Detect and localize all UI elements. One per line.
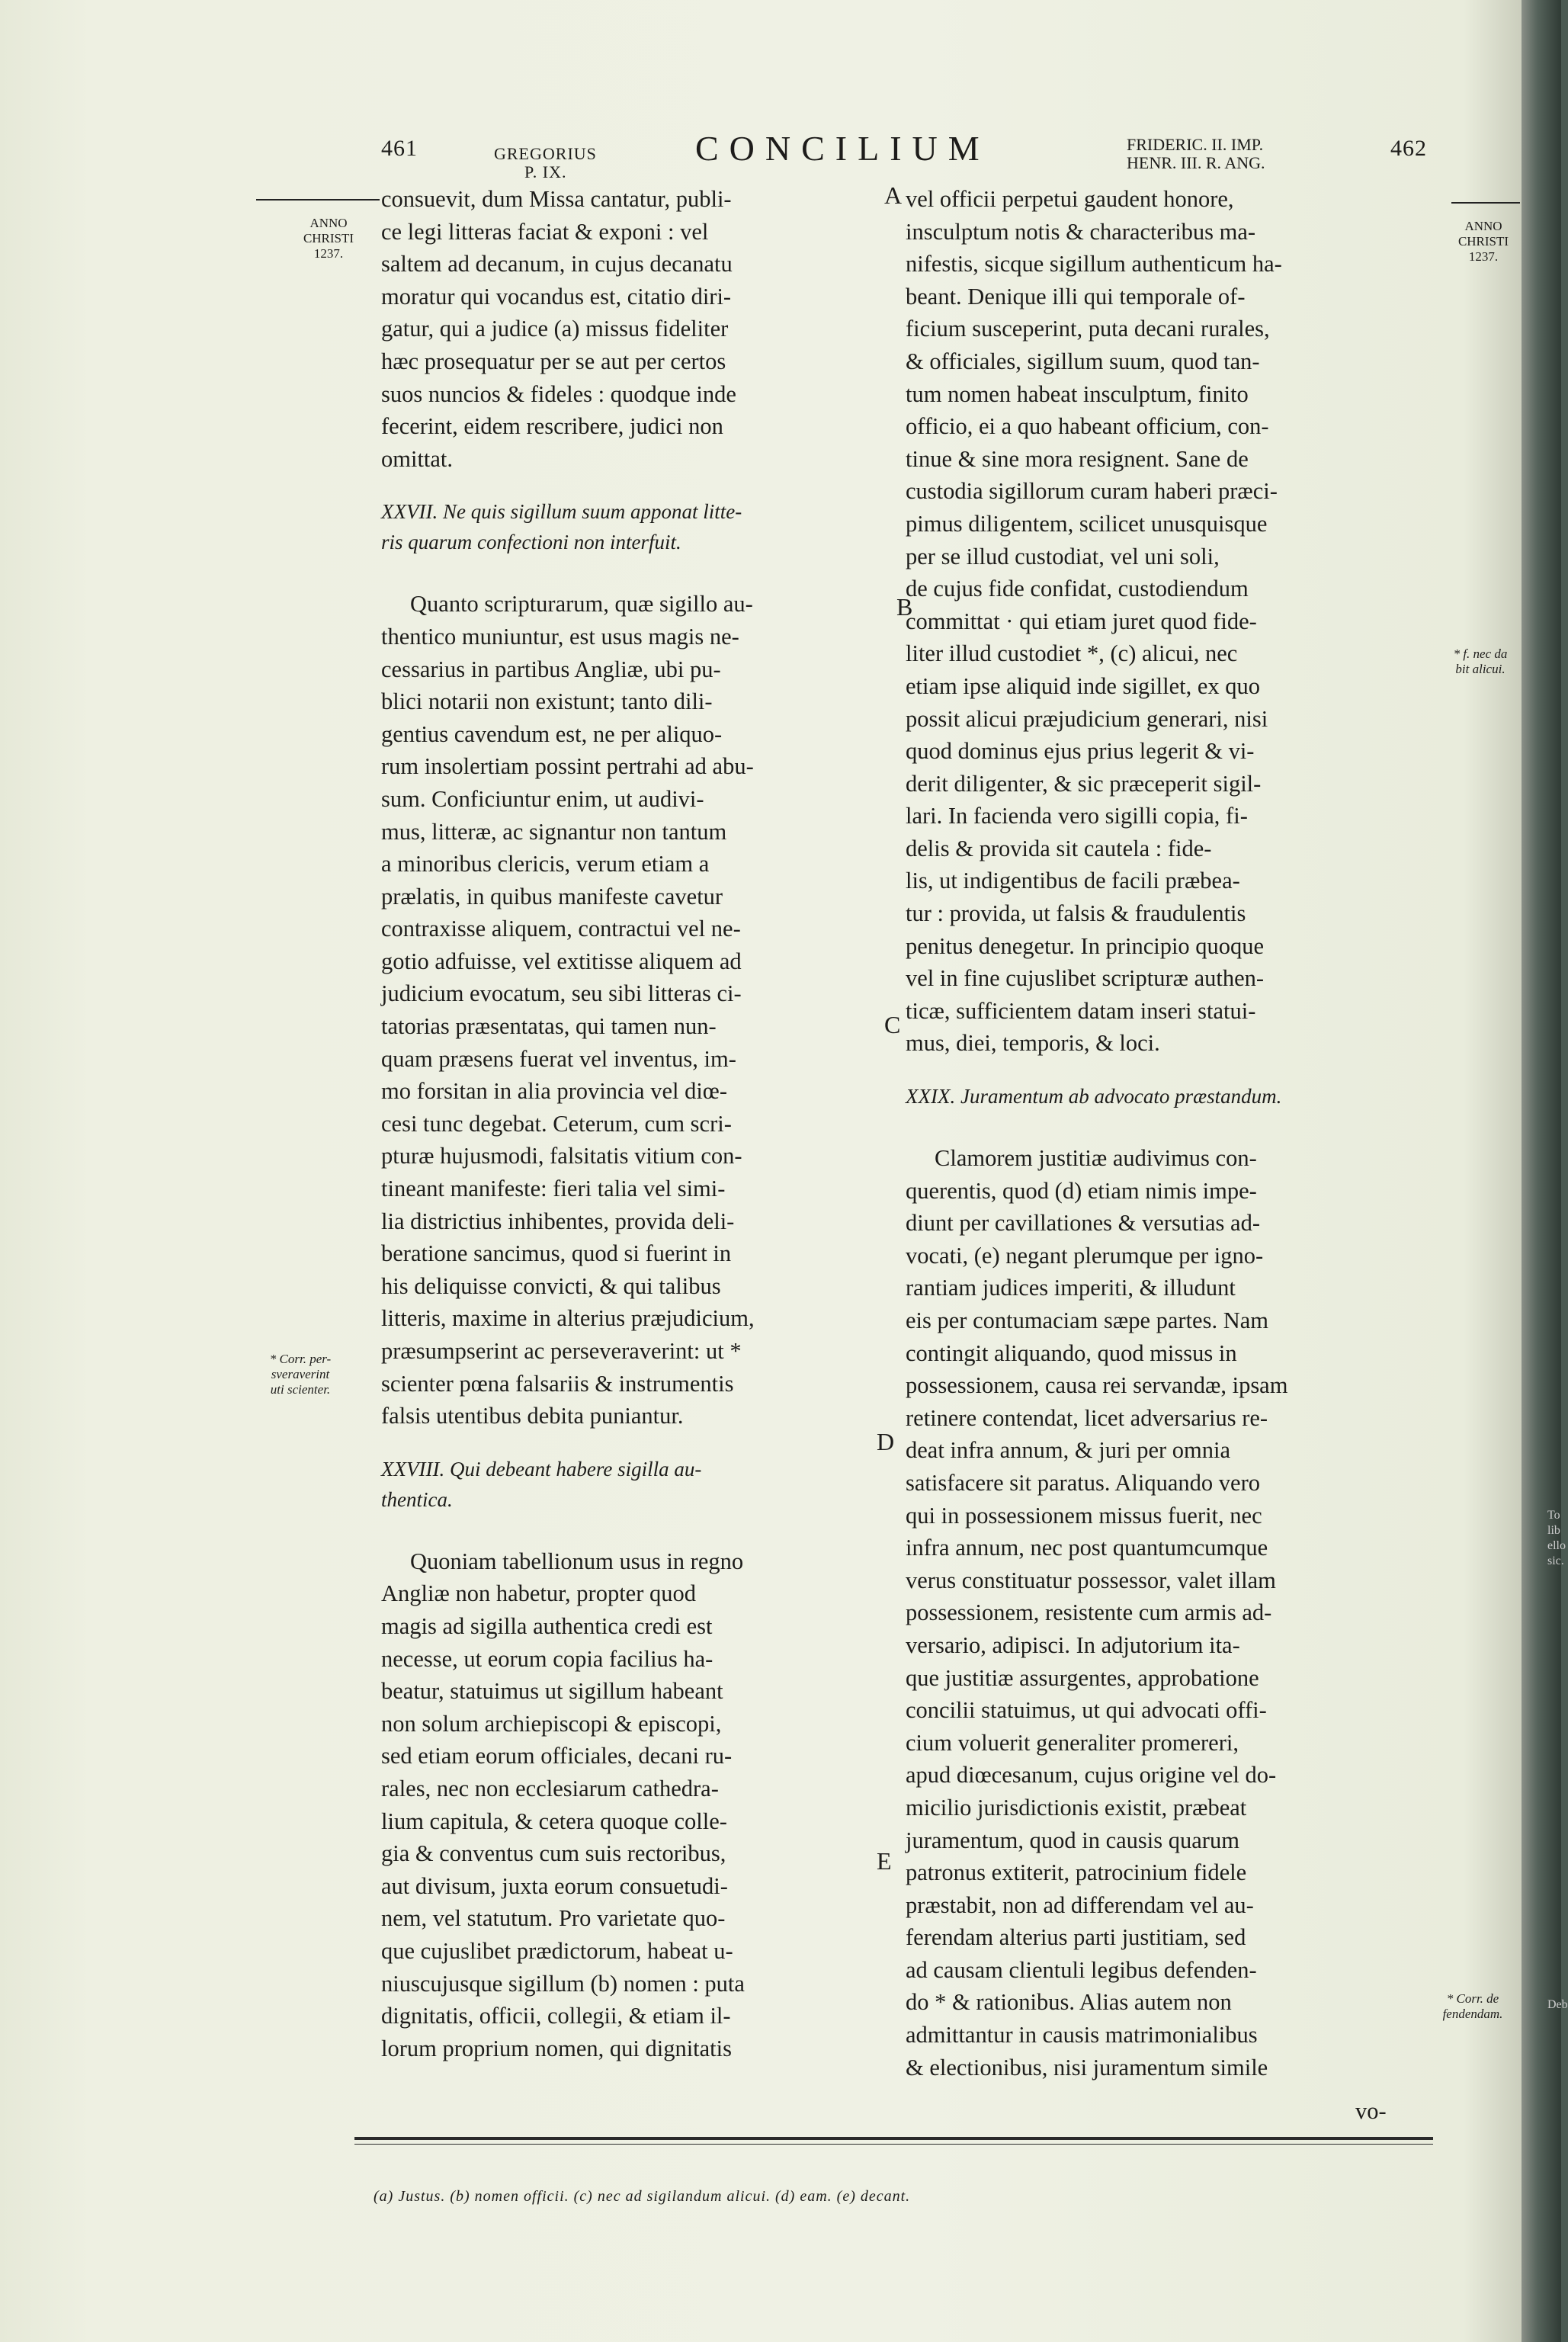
margin-anno-left: ANNO xyxy=(309,216,348,230)
text-line: aut divisum, juxta eorum consuetudi- xyxy=(381,1872,728,1899)
margin-note-f xyxy=(1439,646,1522,677)
text-line: ad causam clientuli legibus defenden- xyxy=(906,1956,1257,1983)
page-number-left: 461 xyxy=(381,136,418,161)
text-line: sum. Conficiuntur enim, ut audivi- xyxy=(381,785,704,812)
text-line: querentis, quod (d) etiam nimis impe- xyxy=(906,1177,1257,1204)
text-line: concilii statuimus, ut qui advocati offi- xyxy=(906,1697,1267,1724)
header-pope xyxy=(494,145,597,181)
text-line: niuscujusque sigillum (b) nomen : puta xyxy=(381,1970,745,1997)
text-line: do * & rationibus. Alias autem non xyxy=(906,1989,1232,2016)
column-spacer xyxy=(381,1432,893,1454)
text-line: rales, nec non ecclesiarum cathedra- xyxy=(381,1775,719,1801)
text-line: & electionibus, nisi juramentum simile xyxy=(906,2054,1268,2081)
text-line: tur : provida, ut falsis & fraudulentis xyxy=(906,900,1246,927)
text-line: cium voluerit generaliter promereri, xyxy=(906,1729,1239,1756)
text-line: insculptum notis & characteribus ma- xyxy=(906,218,1256,245)
text-line: lium capitula, & cetera quoque colle- xyxy=(381,1808,727,1834)
text-line: tatorias præsentatas, qui tamen nun- xyxy=(381,1013,717,1040)
text-line: lia districtius inhibentes, provida deli- xyxy=(381,1208,735,1234)
text-line: retinere contendat, licet adversarius re- xyxy=(906,1404,1268,1431)
text-line: beant. Denique illi qui temporale of- xyxy=(906,283,1246,310)
header-emperor: FRIDERIC. II. IMP. xyxy=(1127,135,1264,154)
column-spacer xyxy=(381,475,893,496)
text-line: ferendam alterius parti justitiam, sed xyxy=(906,1924,1246,1951)
text-line: thentico muniuntur, est usus magis ne- xyxy=(381,623,739,650)
text-line: vocati, (e) negant plerumque per igno- xyxy=(906,1242,1264,1269)
section-letter-c: C xyxy=(884,1011,901,1038)
chapter-heading-line: XXVIII. Qui debeant habere sigilla au- xyxy=(381,1457,702,1481)
margin-dash-left xyxy=(256,199,380,201)
text-line: pimus diligentem, scilicet unusquisque xyxy=(906,510,1268,537)
text-line: blici notarii non existunt; tanto dili- xyxy=(381,688,713,715)
text-line: fecerint, eidem rescribere, judici non xyxy=(381,413,723,440)
header-pope-number: P. IX. xyxy=(524,162,567,181)
text-line: saltem ad decanum, in cujus decanatu xyxy=(381,251,733,278)
text-line: ticæ, sufficientem datam inseri statui- xyxy=(906,997,1256,1024)
margin-note-correction-2 xyxy=(1427,1991,1518,2022)
section-letter-a: A xyxy=(884,181,903,209)
margin-dash-right xyxy=(1451,202,1520,204)
text-line: tum nomen habeat insculptum, finito xyxy=(906,380,1249,407)
text-line: de cujus fide confidat, custodiendum xyxy=(906,576,1249,602)
text-line: gia & conventus cum suis rectoribus, xyxy=(381,1840,726,1867)
text-line: beratione sancimus, quod si fuerint in xyxy=(381,1240,732,1267)
text-line: Angliæ non habetur, propter quod xyxy=(381,1580,697,1607)
text-line: patronus extiterit, patrocinium fidele xyxy=(906,1859,1247,1886)
text-line: mus, diei, temporis, & loci. xyxy=(906,1030,1160,1057)
text-line: non solum archiepiscopi & episcopi, xyxy=(381,1710,722,1737)
margin-year-number-right: 1237. xyxy=(1468,249,1499,264)
column-spacer xyxy=(381,1515,893,1545)
text-line: infra annum, nec post quantumcumque xyxy=(906,1535,1268,1561)
footnote-rule-thick xyxy=(354,2137,1433,2140)
text-line: a minoribus clericis, verum etiam a xyxy=(381,851,710,877)
text-line: præstabit, non ad differendam vel au- xyxy=(906,1891,1254,1918)
text-line: vel in fine cujuslibet scripturæ authen- xyxy=(906,965,1265,992)
text-line: verus constituatur possessor, valet illam xyxy=(906,1567,1276,1593)
section-letter-b: B xyxy=(896,593,913,621)
text-line: dignitatis, officii, collegii, & etiam il- xyxy=(381,2003,731,2029)
margin-year-number-left: 1237. xyxy=(313,246,344,261)
column-spacer xyxy=(381,557,893,588)
paragraph-first-line: Quanto scripturarum, quæ sigillo au- xyxy=(410,591,753,618)
text-line: & officiales, sigillum suum, quod tan- xyxy=(906,348,1260,374)
text-line: nifestis, sicque sigillum authenticum ha- xyxy=(906,251,1282,278)
text-line: gentius cavendum est, ne per aliquo- xyxy=(381,720,723,747)
margin-note-line: * f. nec da xyxy=(1453,646,1508,661)
text-line: ficium susceperint, puta decani rurales, xyxy=(906,316,1270,342)
text-line: beatur, statuimus ut sigillum habeant xyxy=(381,1678,723,1705)
text-line: ce legi litteras faciat & exponi : vel xyxy=(381,218,709,245)
adjacent-page-line: ello xyxy=(1547,1539,1566,1552)
text-line: possessionem, causa rei servandæ, ipsam xyxy=(906,1372,1288,1399)
column-spacer xyxy=(906,1112,1433,1142)
text-line: his deliquisse convicti, & qui talibus xyxy=(381,1272,721,1299)
margin-year-right xyxy=(1445,219,1522,265)
text-line: possit alicui præjudicium generari, nisi xyxy=(906,705,1268,732)
text-line: derit diligenter, & sic præceperit sigil- xyxy=(906,770,1262,797)
text-line: per se illud custodiat, vel uni soli, xyxy=(906,543,1220,569)
text-line: delis & provida sit cautela : fide- xyxy=(906,835,1212,861)
text-line: cesi tunc degebat. Ceterum, cum scri- xyxy=(381,1110,732,1137)
text-line: que justitiæ assurgentes, approbatione xyxy=(906,1664,1259,1691)
text-column-left xyxy=(381,183,893,2064)
margin-note-line: uti scienter. xyxy=(270,1382,331,1397)
text-line: deat infra annum, & juri per omnia xyxy=(906,1437,1231,1464)
chapter-heading-line: XXIX. Juramentum ab advocato præstandum. xyxy=(906,1085,1282,1108)
catchword: vo- xyxy=(1355,2098,1387,2124)
text-line: liter illud custodiet *, (c) alicui, nec xyxy=(906,640,1238,667)
text-line: necesse, ut eorum copia facilius ha- xyxy=(381,1645,713,1672)
text-line: versario, adipisci. In adjutorium ita- xyxy=(906,1631,1240,1658)
adjacent-page-line: To xyxy=(1547,1509,1560,1522)
text-line: nem, vel statutum. Pro varietate quo- xyxy=(381,1905,726,1932)
adjacent-page-line: lib xyxy=(1547,1524,1560,1537)
text-line: admittantur in causis matrimonialibus xyxy=(906,2022,1258,2048)
section-letter-e: E xyxy=(877,1847,892,1875)
text-line: scienter pœna falsariis & instrumentis xyxy=(381,1370,734,1397)
text-line: moratur qui vocandus est, citatio diri- xyxy=(381,283,732,310)
margin-christi-left: CHRISTI xyxy=(303,231,354,245)
column-spacer xyxy=(906,1060,1433,1081)
section-letter-d: D xyxy=(877,1428,895,1455)
book-binding-edge xyxy=(1522,0,1561,2342)
adjacent-page-text xyxy=(1547,1508,1566,1569)
text-line: pturæ hujusmodi, falsitatis vitium con- xyxy=(381,1143,742,1169)
text-line: consuevit, dum Missa cantatur, publi- xyxy=(381,186,732,212)
paragraph-first-line: Clamorem justitiæ audivimus con- xyxy=(935,1145,1257,1172)
text-line: micilio jurisdictionis existit, præbeat xyxy=(906,1794,1247,1821)
text-line: judicium evocatum, seu sibi litteras ci- xyxy=(381,980,742,1007)
text-line: possessionem, resistente cum armis ad- xyxy=(906,1599,1272,1626)
text-line: mus, litteræ, ac signantur non tantum xyxy=(381,818,727,845)
text-line: qui in possessionem missus fuerit, nec xyxy=(906,1502,1262,1529)
header-king: HENR. III. R. ANG. xyxy=(1127,153,1265,172)
text-line: que cujuslibet prædictorum, habeat u- xyxy=(381,1937,733,1964)
text-line: lorum proprium nomen, qui dignitatis xyxy=(381,2035,733,2061)
text-line: rantiam judices imperiti, & illudunt xyxy=(906,1275,1236,1301)
text-line: magis ad sigilla authentica credi est xyxy=(381,1612,713,1639)
text-line: cessarius in partibus Angliæ, ubi pu- xyxy=(381,656,721,682)
text-line: penitus denegetur. In principio quoque xyxy=(906,932,1265,959)
text-line: gatur, qui a judice (a) missus fideliter xyxy=(381,316,729,342)
text-line: eis per contumaciam sæpe partes. Nam xyxy=(906,1307,1268,1333)
text-line: juramentum, quod in causis quarum xyxy=(906,1827,1239,1853)
text-line: tineant manifeste: fieri talia vel simi- xyxy=(381,1176,726,1202)
text-line: contraxisse aliquem, contractui vel ne- xyxy=(381,916,741,942)
margin-year-left xyxy=(287,216,370,261)
text-line: rum insolertiam possint pertrahi ad abu- xyxy=(381,753,754,780)
text-line: omittat. xyxy=(381,445,454,472)
adjacent-page-text-lower: Deb xyxy=(1547,1998,1568,2011)
text-line: custodia sigillorum curam haberi præci- xyxy=(906,478,1278,505)
chapter-heading-line: ris quarum confectioni non interfuit. xyxy=(381,531,681,554)
text-line: etiam ipse aliquid inde sigillet, ex quo xyxy=(906,672,1261,699)
adjacent-page-line: sic. xyxy=(1547,1554,1564,1567)
paragraph-first-line: Quoniam tabellionum usus in regno xyxy=(410,1548,744,1574)
text-line: prælatis, in quibus manifeste cavetur xyxy=(381,883,723,910)
chapter-heading-line: thentica. xyxy=(381,1487,453,1511)
text-line: apud diœcesanum, cujus origine vel do- xyxy=(906,1762,1277,1789)
margin-note-line: sveraverint xyxy=(271,1367,330,1381)
footnotes: (a) Justus. (b) nomen officii. (c) nec ad sigilandum alicui. (d) eam. (e) decant. xyxy=(374,2188,911,2205)
text-line: litteris, maxime in alterius præjudicium, xyxy=(381,1305,755,1332)
text-line: gotio adfuisse, vel extitisse aliquem ad xyxy=(381,948,742,974)
margin-note-line: * Corr. de xyxy=(1446,1991,1499,2006)
header-pope-name: GREGORIUS xyxy=(494,144,597,163)
margin-anno-right: ANNO xyxy=(1464,219,1502,233)
chapter-heading-line: XXVII. Ne quis sigillum suum apponat litte- xyxy=(381,500,742,524)
text-line: committat · qui etiam juret quod fide- xyxy=(906,608,1257,634)
text-line: lis, ut indigentibus de facili præbea- xyxy=(906,868,1240,894)
text-line: officio, ei a quo habeant officium, con- xyxy=(906,413,1269,440)
text-line: lari. In facienda vero sigilli copia, fi- xyxy=(906,803,1248,829)
text-line: quod dominus ejus prius legerit & vi- xyxy=(906,738,1255,765)
margin-note-line: bit alicui. xyxy=(1455,662,1505,676)
text-line: tinue & sine mora resignent. Sane de xyxy=(906,445,1249,472)
footnote-rule-thin xyxy=(354,2144,1433,2145)
margin-note-correction-1 xyxy=(250,1352,351,1397)
text-line: hæc prosequatur per se aut per certos xyxy=(381,348,726,374)
text-line: suos nuncios & fideles : quodque inde xyxy=(381,380,736,407)
running-title: CONCILIUM xyxy=(695,129,990,168)
page-number-right: 462 xyxy=(1390,136,1427,161)
margin-note-line: fendendam. xyxy=(1442,2007,1503,2021)
text-line: vel officii perpetui gaudent honore, xyxy=(906,186,1234,212)
text-line: contingit aliquando, quod missus in xyxy=(906,1339,1237,1366)
text-line: quam præsens fuerat vel inventus, im- xyxy=(381,1045,736,1072)
text-line: præsumpserint ac perseveraverint: ut * xyxy=(381,1338,742,1364)
text-line: mo forsitan in alia provincia vel diœ- xyxy=(381,1078,727,1105)
margin-christi-right: CHRISTI xyxy=(1457,234,1509,249)
text-line: satisfacere sit paratus. Aliquando vero xyxy=(906,1469,1260,1496)
text-column-right xyxy=(906,183,1433,2084)
text-line: sed etiam eorum officiales, decani ru- xyxy=(381,1743,733,1769)
text-line: falsis utentibus debita puniantur. xyxy=(381,1403,684,1429)
margin-note-line: * Corr. per- xyxy=(269,1352,332,1366)
header-rulers xyxy=(1127,136,1265,172)
text-line: diunt per cavillationes & versutias ad- xyxy=(906,1210,1260,1237)
